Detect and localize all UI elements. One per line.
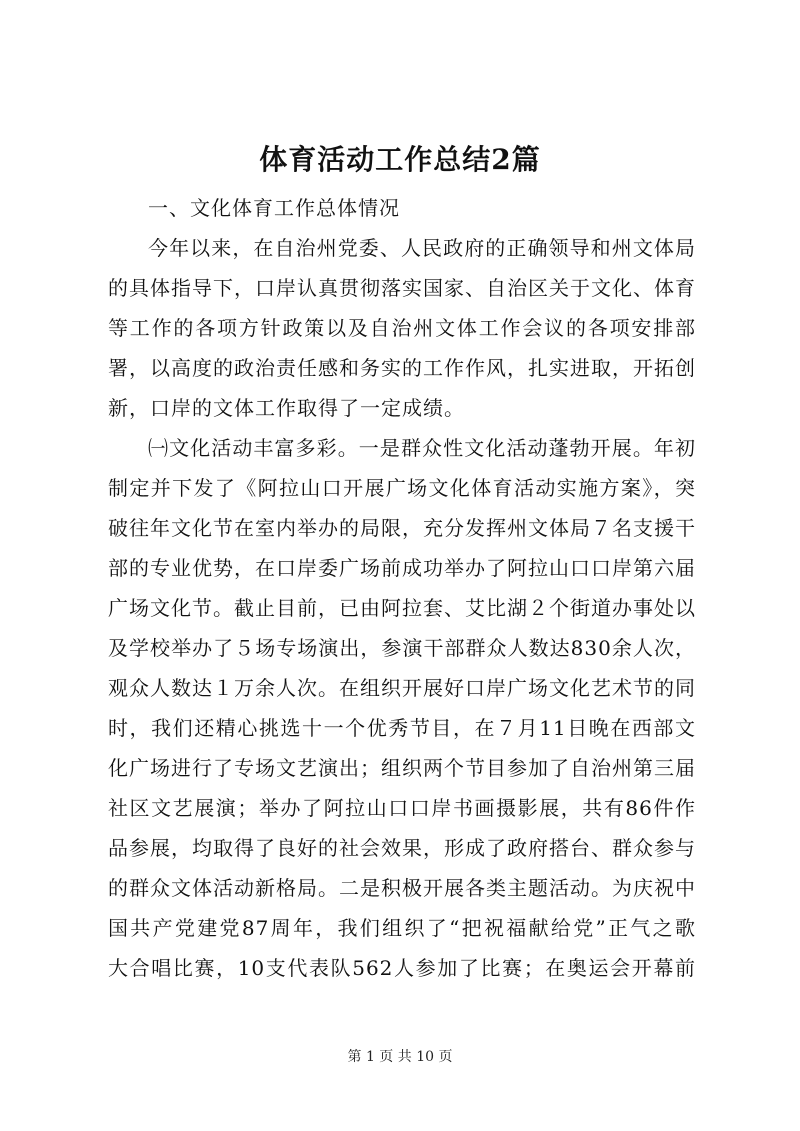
paragraph-2 bbox=[108, 428, 696, 988]
paragraph-line: 品参展，均取得了良好的社会效果，形成了政府搭台、群众参与 bbox=[108, 836, 696, 860]
paragraph-line: 等工作的各项方针政策以及自治州文体工作会议的各项安排部 bbox=[108, 316, 696, 340]
paragraph-line: 今年以来，在自治州党委、人民政府的正确领导和州文体局 bbox=[148, 236, 696, 260]
paragraph-line: 部的专业优势，在口岸委广场前成功举办了阿拉山口口岸第六届 bbox=[108, 556, 696, 580]
paragraph-line: 及学校举办了５场专场演出，参演干部群众人数达830余人次， bbox=[108, 636, 696, 660]
paragraph-line: 社区文艺展演；举办了阿拉山口口岸书画摄影展，共有86件作 bbox=[108, 796, 696, 820]
section-heading: 一、文化体育工作总体情况 bbox=[148, 196, 400, 220]
paragraph-line: 的具体指导下，口岸认真贯彻落实国家、自治区关于文化、体育 bbox=[108, 276, 696, 300]
paragraph-line: 制定并下发了《阿拉山口开展广场文化体育活动实施方案》，突 bbox=[108, 476, 696, 500]
document-body bbox=[108, 188, 696, 988]
paragraph-line: 化广场进行了专场文艺演出；组织两个节目参加了自治州第三届 bbox=[108, 756, 696, 780]
paragraph-line: 大合唱比赛，10支代表队562人参加了比赛；在奥运会开幕前 bbox=[108, 956, 696, 980]
document-title: 体育活动工作总结2篇 bbox=[259, 143, 541, 176]
paragraph-line: 破往年文化节在室内举办的局限，充分发挥州文体局７名支援干 bbox=[108, 516, 696, 540]
paragraph-line: 的群众文体活动新格局。二是积极开展各类主题活动。为庆祝中 bbox=[108, 876, 696, 900]
paragraph-line: 时，我们还精心挑选十一个优秀节目，在７月11日晚在西部文 bbox=[108, 716, 696, 740]
paragraph-line: 署，以高度的政治责任感和务实的工作作风，扎实进取，开拓创 bbox=[108, 356, 696, 380]
paragraph-line: ㈠文化活动丰富多彩。一是群众性文化活动蓬勃开展。年初 bbox=[148, 436, 696, 460]
paragraph-line: 新，口岸的文体工作取得了一定成绩。 bbox=[108, 396, 465, 420]
paragraph-line: 国共产党建党87周年，我们组织了“把祝福献给党”正气之歌 bbox=[108, 916, 696, 940]
page-footer: 第 1 页 共 10 页 bbox=[347, 1049, 453, 1065]
paragraph-line: 观众人数达１万余人次。在组织开展好口岸广场文化艺术节的同 bbox=[108, 676, 696, 700]
paragraph-line: 广场文化节。截止目前，已由阿拉套、艾比湖２个街道办事处以 bbox=[108, 596, 696, 620]
paragraph-1 bbox=[108, 228, 696, 428]
